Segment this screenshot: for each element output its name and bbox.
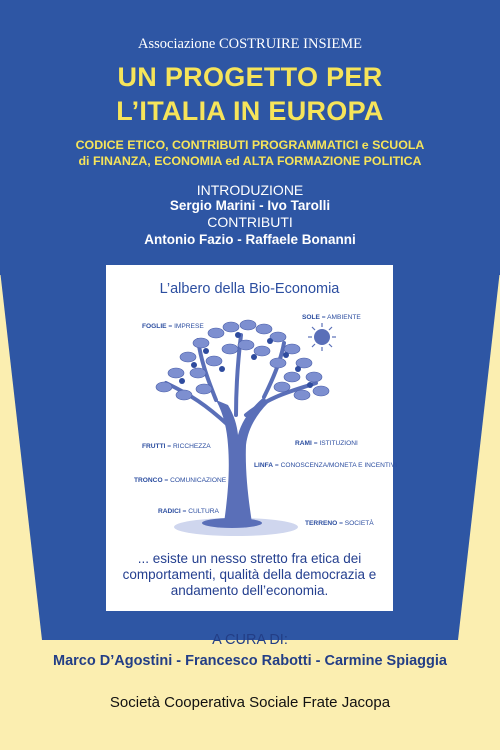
book-title-line2: L’ITALIA IN EUROPA [116,96,384,126]
curated-by-label: A CURA DI: [212,632,288,648]
label-linfa: LINFA = CONOSCENZA/MONETA E INCENTIVI [254,462,397,469]
illustration-caption: ... esiste un nesso stretto fra etica dei comportamenti, qualità della democrazia e andamento dell’economia. [122,551,377,598]
label-tronco: TRONCO = COMUNICAZIONE [134,477,227,484]
illustration-panel [106,265,397,611]
label-sole: SOLE = AMBIENTE [302,314,361,321]
publisher-name: Società Cooperativa Sociale Frate Jacopa [109,694,391,711]
label-terreno: TERRENO = SOCIETÀ [305,520,374,527]
label-foglie: FOGLIE = IMPRESE [142,323,204,330]
intro-names: Sergio Marini - Ivo Tarolli [169,198,331,213]
editors-names: Marco D’Agostini - Francesco Rabotti - Carmine Spiaggia [53,653,447,669]
intro-label: INTRODUZIONE [196,182,304,198]
subtitle-line1: CODICE ETICO, CONTRIBUTI PROGRAMMATICI e SCUOLA [75,138,425,152]
contrib-label: CONTRIBUTI [207,214,293,230]
label-radici: RADICI = CULTURA [158,508,219,515]
label-rami: RAMI = ISTITUZIONI [295,440,358,447]
illustration-heading: L’albero della Bio-Economia [159,281,340,297]
book-title-line1: UN PROGETTO PER [117,62,383,92]
contrib-names: Antonio Fazio - Raffaele Bonanni [144,232,356,247]
subtitle-line2: di FINANZA, ECONOMIA ed ALTA FORMAZIONE POLITICA [78,154,422,168]
sun-icon [308,323,336,351]
label-frutti: FRUTTI = RICCHEZZA [142,443,211,450]
association-name: Associazione COSTRUIRE INSIEME [138,36,362,52]
